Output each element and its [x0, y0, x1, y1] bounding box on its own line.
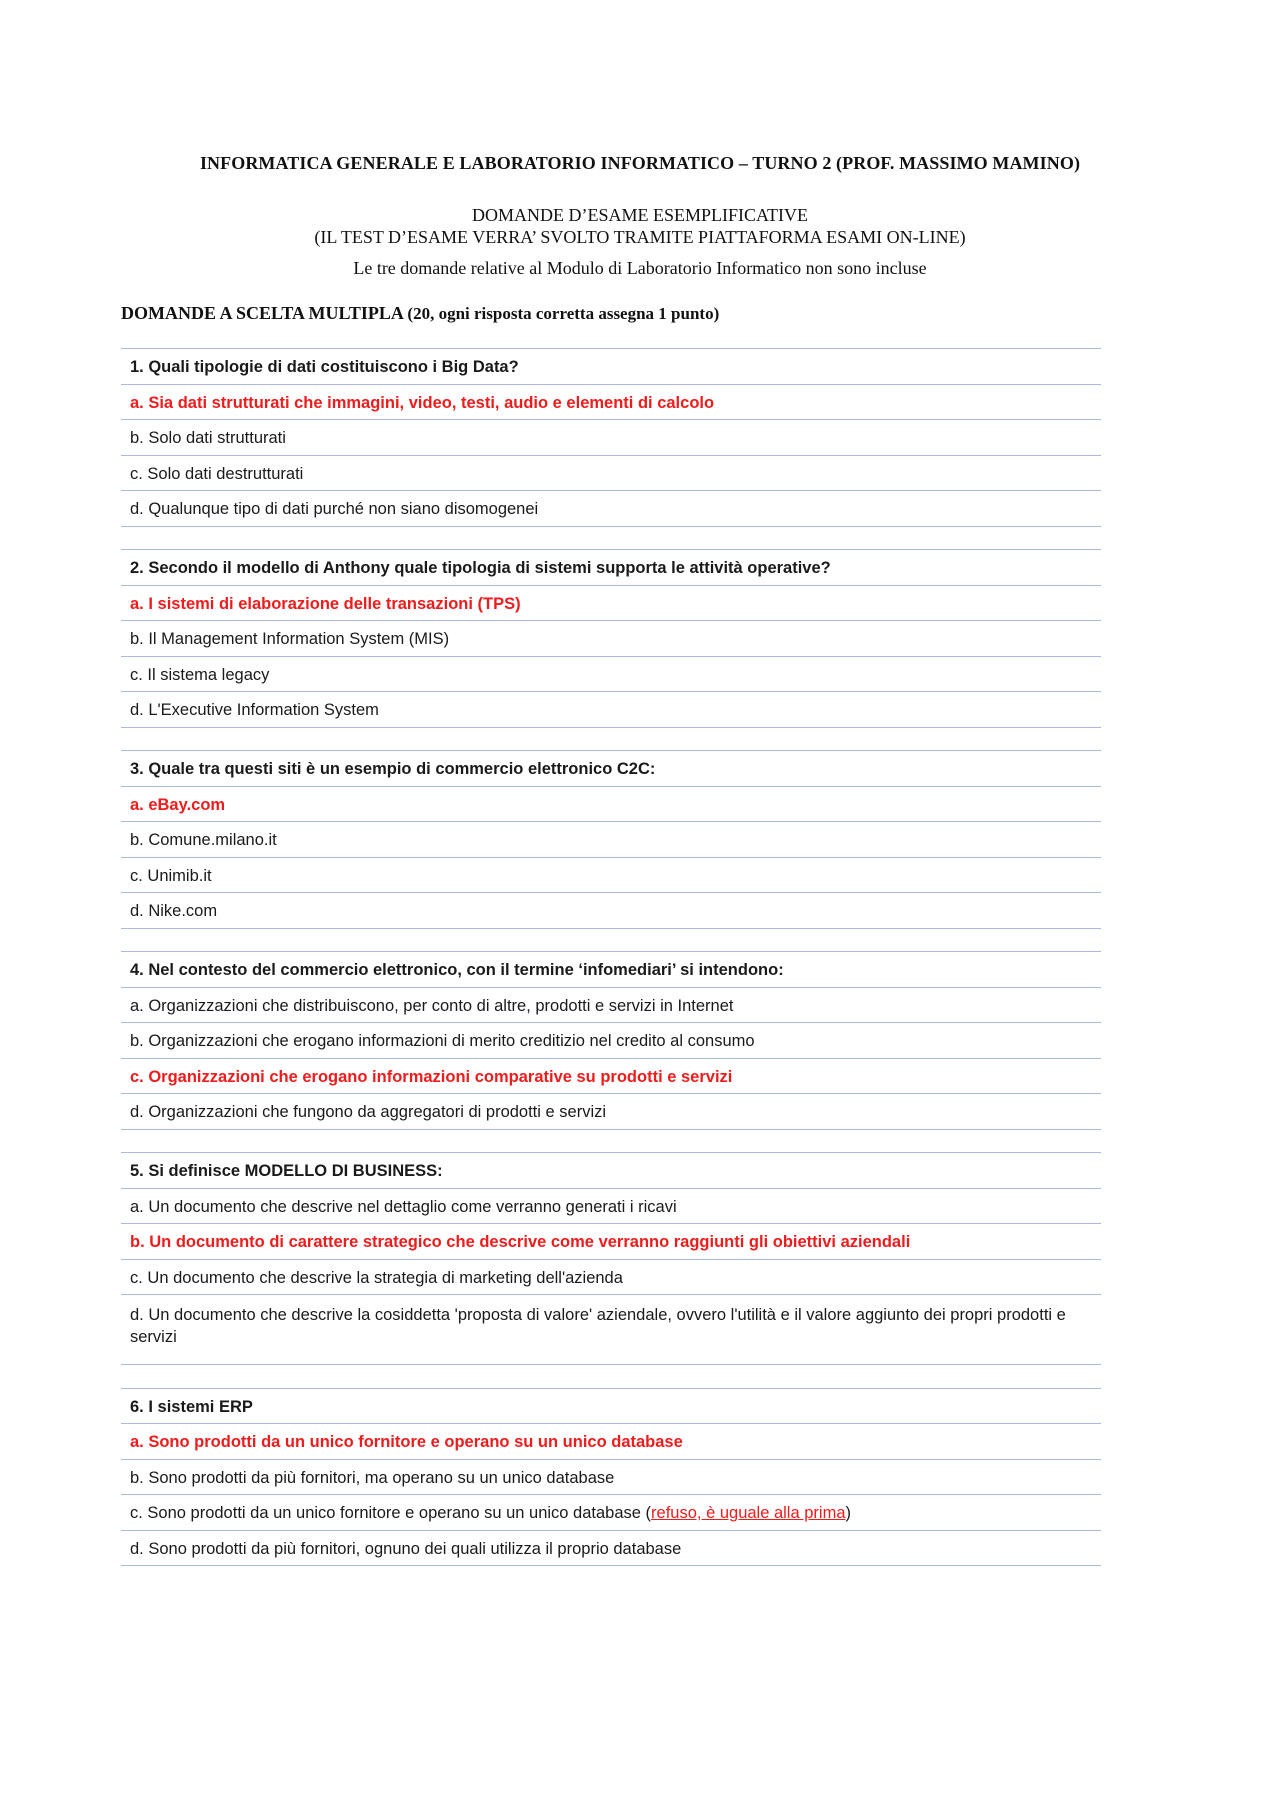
- question-separator: [121, 728, 1101, 752]
- answer-4d: d. Organizzazioni che fungono da aggregatori di prodotti e servizi: [121, 1094, 1101, 1130]
- question-separator: [121, 929, 1101, 953]
- answer-5b-correct: b. Un documento di carattere strategico che descrive come verranno raggiunti gli obiettivi aziendali: [121, 1224, 1101, 1260]
- question-6: 6. I sistemi ERP: [121, 1389, 1101, 1425]
- section-title-scoring: (20, ogni risposta corretta assegna 1 punto): [407, 304, 720, 323]
- question-5: 5. Si definisce MODELLO DI BUSINESS:: [121, 1153, 1101, 1189]
- answer-1d: d. Qualunque tipo di dati purché non siano disomogenei: [121, 491, 1101, 527]
- answer-1a-correct: a. Sia dati strutturati che immagini, video, testi, audio e elementi di calcolo: [121, 385, 1101, 421]
- document-subtitle-exam-note: (IL TEST D’ESAME VERRA’ SVOLTO TRAMITE PIATTAFORMA ESAMI ON-LINE): [314, 227, 966, 247]
- answer-5a: a. Un documento che descrive nel dettaglio come verranno generati i ricavi: [121, 1189, 1101, 1225]
- question-separator: [121, 1130, 1101, 1154]
- answer-2c: c. Il sistema legacy: [121, 657, 1101, 693]
- answer-3b: b. Comune.milano.it: [121, 822, 1101, 858]
- answer-2a-correct: a. I sistemi di elaborazione delle transazioni (TPS): [121, 586, 1101, 622]
- typo-note-link[interactable]: refuso, è uguale alla prima: [651, 1504, 846, 1522]
- question-separator: [121, 1365, 1101, 1389]
- answer-2b: b. Il Management Information System (MIS): [121, 621, 1101, 657]
- answer-6a-correct: a. Sono prodotti da un unico fornitore e operano su un unico database: [121, 1424, 1101, 1460]
- document-title: INFORMATICA GENERALE E LABORATORIO INFORMATICO – TURNO 2 (PROF. MASSIMO MAMINO): [199, 153, 1081, 173]
- questions-table: [121, 348, 1101, 1566]
- question-2: 2. Secondo il modello di Anthony quale tipologia di sistemi supporta le attività operative?: [121, 550, 1101, 586]
- answer-3d: d. Nike.com: [121, 893, 1101, 929]
- answer-6b: b. Sono prodotti da più fornitori, ma operano su un unico database: [121, 1460, 1101, 1496]
- document-note: Le tre domande relative al Modulo di Laboratorio Informatico non sono incluse: [353, 258, 927, 278]
- answer-1c: c. Solo dati destrutturati: [121, 456, 1101, 492]
- question-separator: [121, 527, 1101, 551]
- question-3: 3. Quale tra questi siti è un esempio di commercio elettronico C2C:: [121, 751, 1101, 787]
- document-subtitle: DOMANDE D’ESAME ESEMPLIFICATIVE: [472, 205, 808, 225]
- answer-4a: a. Organizzazioni che distribuiscono, per conto di altre, prodotti e servizi in Internet: [121, 988, 1101, 1024]
- answer-4b: b. Organizzazioni che erogano informazioni di merito creditizio nel credito al consumo: [121, 1023, 1101, 1059]
- answer-5c: c. Un documento che descrive la strategia di marketing dell'azienda: [121, 1260, 1101, 1296]
- answer-6d: d. Sono prodotti da più fornitori, ognuno dei quali utilizza il proprio database: [121, 1531, 1101, 1567]
- answer-5d: d. Un documento che descrive la cosiddetta 'proposta di valore' aziendale, ovvero l'utilità e il valore aggiunto dei propri prodotti e servizi: [121, 1295, 1101, 1365]
- section-title: [121, 303, 719, 324]
- answer-1b: b. Solo dati strutturati: [121, 420, 1101, 456]
- answer-2d: d. L'Executive Information System: [121, 692, 1101, 728]
- section-title-text: DOMANDE A SCELTA MULTIPLA: [121, 303, 403, 323]
- answer-4c-correct: c. Organizzazioni che erogano informazioni comparative su prodotti e servizi: [121, 1059, 1101, 1095]
- answer-3a-correct: a. eBay.com: [121, 787, 1101, 823]
- answer-3c: c. Unimib.it: [121, 858, 1101, 894]
- question-4: 4. Nel contesto del commercio elettronico, con il termine ‘infomediari’ si intendono:: [121, 952, 1101, 988]
- answer-6c-text: c. Sono prodotti da un unico fornitore e operano su un unico database: [130, 1504, 641, 1522]
- answer-6c: c. Sono prodotti da un unico fornitore e operano su un unico database (refuso, è uguale alla prima): [121, 1495, 1101, 1531]
- question-1: 1. Quali tipologie di dati costituiscono i Big Data?: [121, 349, 1101, 385]
